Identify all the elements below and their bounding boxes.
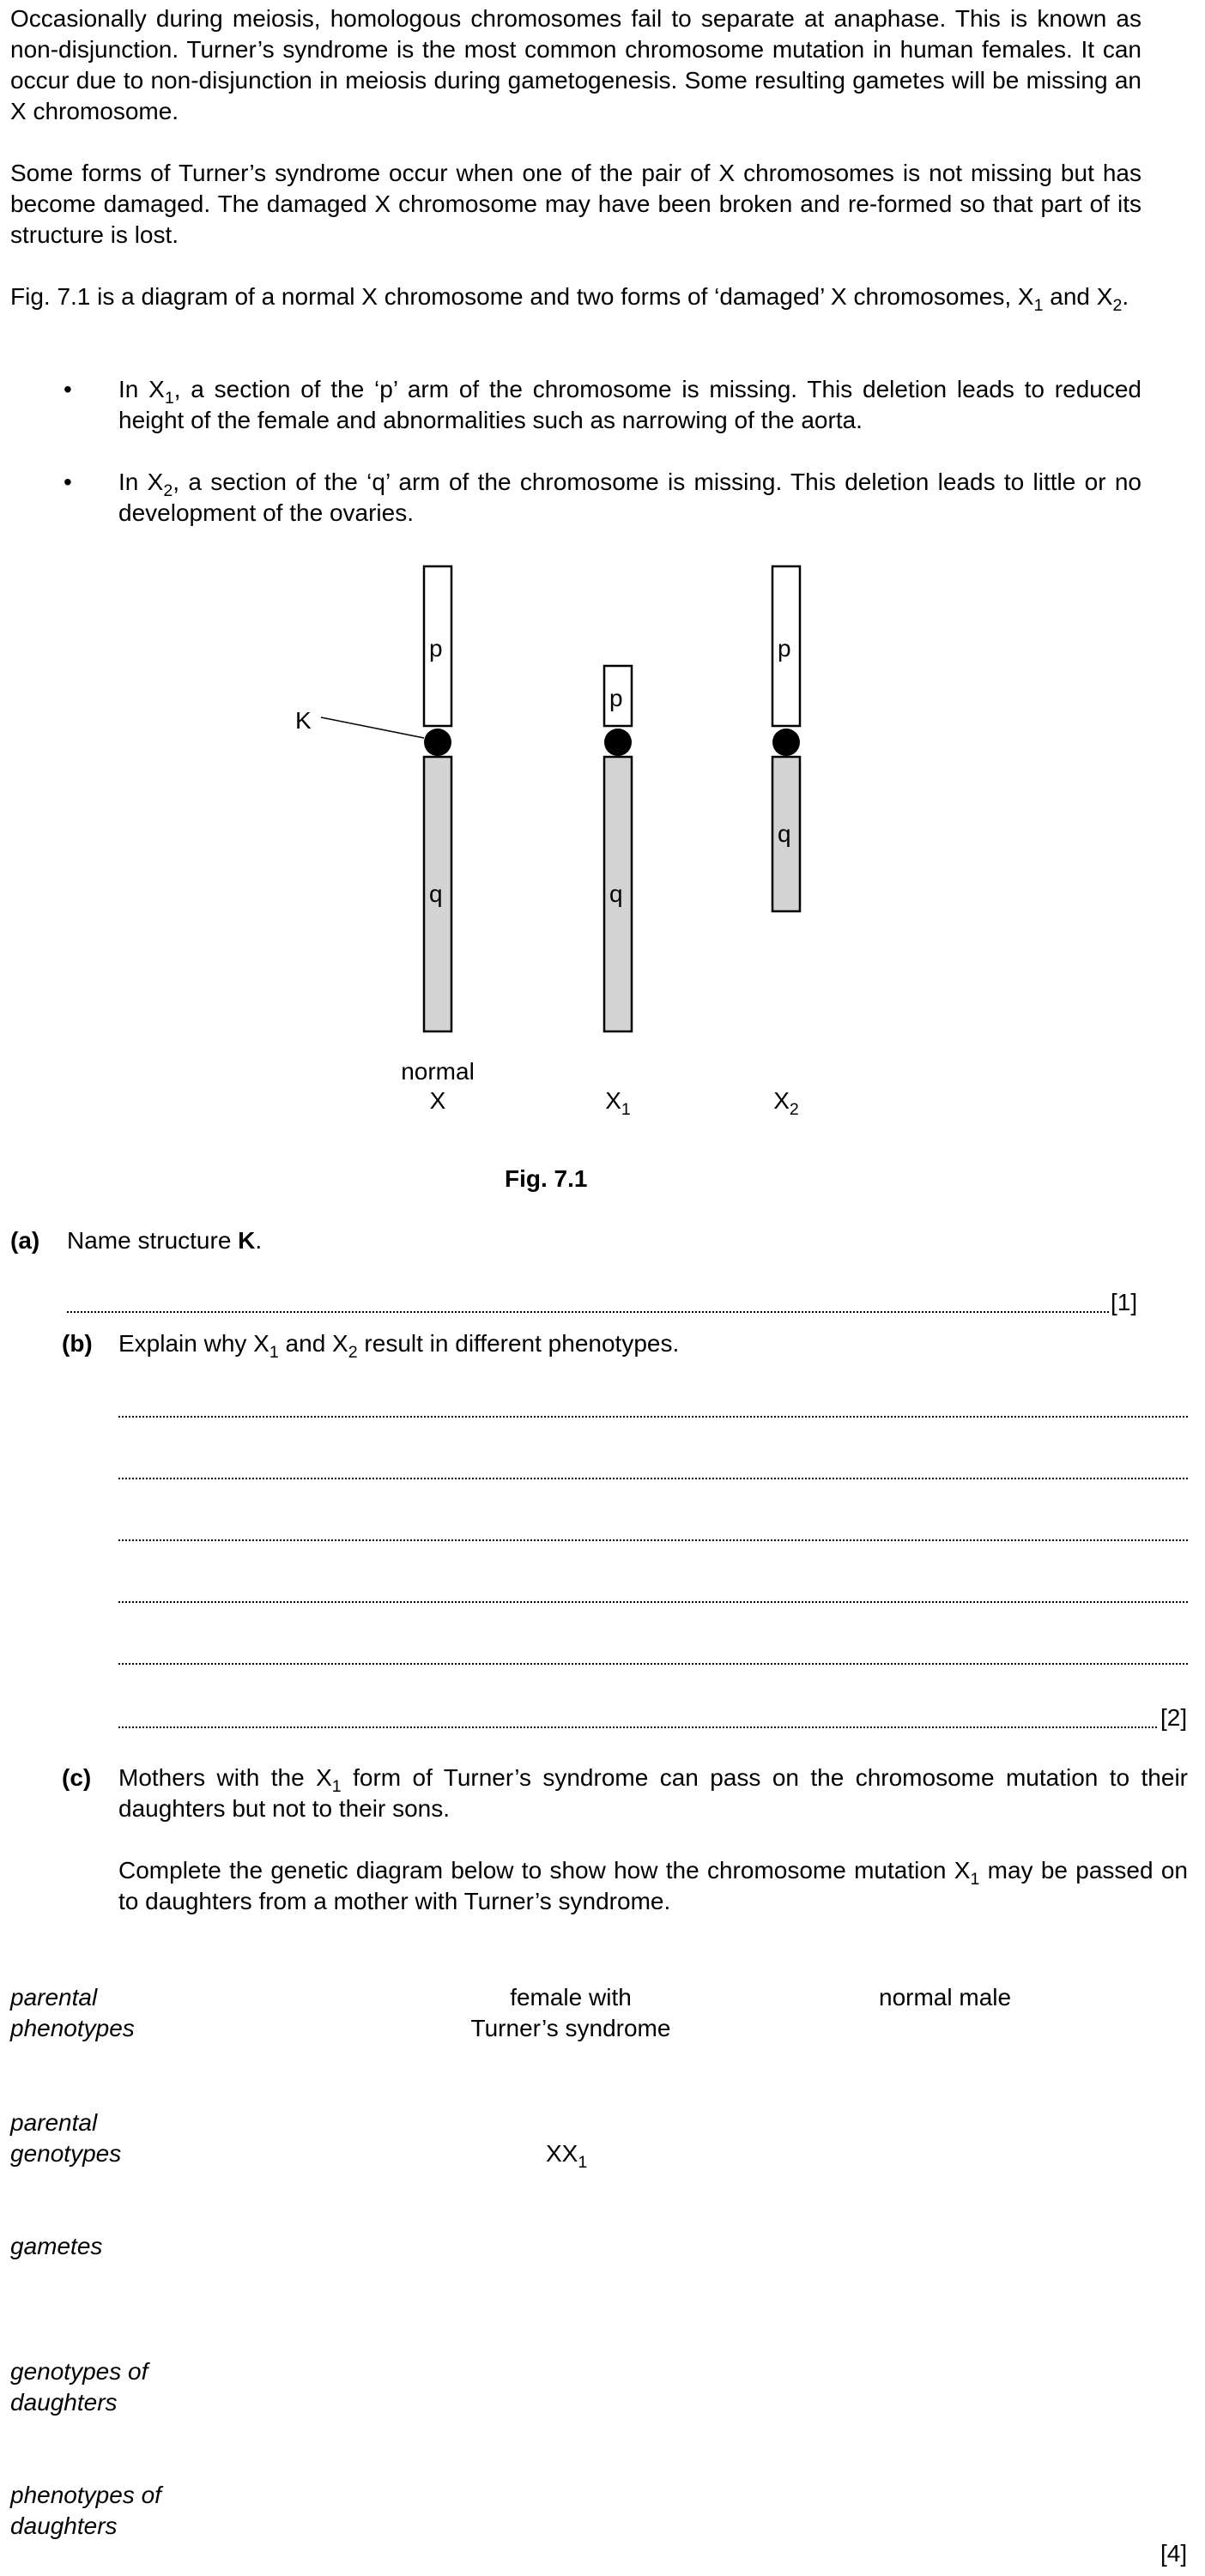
- intro-paragraph-1: Occasionally during meiosis, homologous chromosomes fail to separate at anaphase. This is known as non-disjunction. Turner’s syndrome is the most common chromosome mutation in human females. It can occur due to non-disjunction in meiosis during gametogenesis. Some resulting gametes will be missing an X chromosome.: [10, 5, 1141, 124]
- bullet-x1: In $X_1$, a section of the ‘p’ arm of the chromosome is missing. This deletion leads to reduced height of the female and abnormalities such as narrowing of the aorta.: [118, 376, 1141, 433]
- answer-line-b-4[interactable]: [118, 1601, 1188, 1603]
- question-b-text: Explain why $X_1$ and $X_2$ result in different phenotypes.: [118, 1330, 680, 1362]
- x2-caption: $X_2$: [773, 1087, 799, 1119]
- question-c-text-2: Complete the genetic diagram below to show how the chromosome mutation $X_1$ may be passed on to daughters from a mother with Turner’s syndrome.: [118, 1857, 1189, 1914]
- marks-b: [2]: [1160, 1704, 1188, 1731]
- answer-line-b-2[interactable]: [118, 1478, 1188, 1479]
- answer-line-a[interactable]: [67, 1311, 1109, 1313]
- bullet-x2: In $X_2$, a section of the ‘q’ arm of the chromosome is missing. This deletion leads to little or no development of the ovaries.: [118, 469, 1141, 526]
- bullet-marker: •: [64, 469, 72, 495]
- question-b-label: (b): [62, 1330, 93, 1357]
- chromosome-diagram: [0, 549, 1205, 1133]
- normal-x-caption: normal X: [401, 1058, 475, 1114]
- x2-centromere: [772, 729, 800, 756]
- figure-caption: Fig. 7.1: [505, 1165, 588, 1192]
- k-pointer-line: [321, 717, 424, 738]
- label-parental-genotypes: parental genotypes: [10, 2109, 122, 2167]
- label-parental-phenotypes: parental phenotypes: [10, 1984, 135, 2041]
- x1-centromere: [604, 729, 632, 756]
- question-c-text-1: Mothers with the $X_1$ form of Turner’s syndrome can pass on the chromosome mutation to their daughters but not to their sons.: [118, 1764, 1188, 1822]
- normal-x-q-label: q: [429, 880, 443, 907]
- label-phenotypes-of-daughters: phenotypes of daughters: [10, 2482, 161, 2539]
- x1-caption: $X_1$: [605, 1087, 631, 1119]
- normal-x-centromere: [424, 729, 451, 756]
- question-a-text: Name structure K.: [67, 1227, 263, 1254]
- question-a-label: (a): [10, 1227, 40, 1254]
- bullet-marker: •: [64, 376, 72, 402]
- x1-q-label: q: [609, 880, 623, 907]
- structure-k-label: K: [295, 707, 312, 734]
- answer-line-b-6[interactable]: [118, 1726, 1157, 1728]
- female-genotype: $XX_1$: [546, 2140, 588, 2172]
- answer-line-b-5[interactable]: [118, 1663, 1188, 1665]
- x1-p-label: p: [609, 685, 623, 711]
- x2-p-label: p: [778, 635, 791, 662]
- question-c-label: (c): [62, 1764, 92, 1791]
- intro-paragraph-3: Fig. 7.1 is a diagram of a normal X chromosome and two forms of ‘damaged’ X chromosomes, $X_1$ and $X_2$.: [10, 283, 1129, 315]
- female-phenotype: female with Turner’s syndrome: [470, 1984, 671, 2041]
- label-genotypes-of-daughters: genotypes of daughters: [10, 2358, 148, 2416]
- intro-paragraph-2: Some forms of Turner’s syndrome occur when one of the pair of X chromosomes is not missing but has become damaged. The damaged X chromosome may have been broken and re-formed so that part of its structure is lost.: [10, 160, 1141, 248]
- marks-c: [4]: [1160, 2540, 1188, 2567]
- marks-a: [1]: [1111, 1289, 1138, 1315]
- answer-line-b-1[interactable]: [118, 1416, 1188, 1418]
- x2-q-label: q: [778, 820, 791, 847]
- male-phenotype: normal male: [879, 1984, 1012, 2011]
- normal-x-p-label: p: [429, 635, 443, 662]
- answer-line-b-3[interactable]: [118, 1539, 1188, 1541]
- label-gametes: gametes: [10, 2233, 103, 2259]
